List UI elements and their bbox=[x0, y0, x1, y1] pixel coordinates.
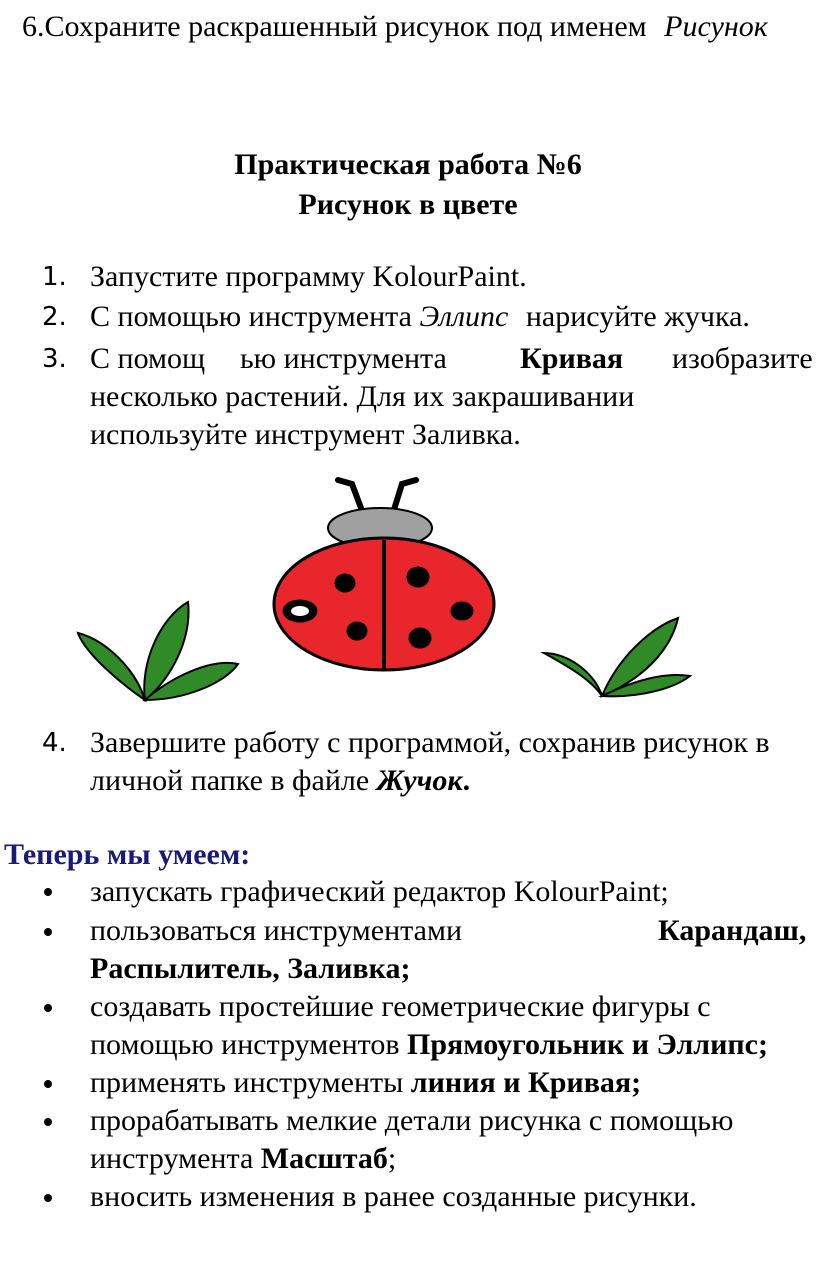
bullet-4-text-b: линия и Кривая; bbox=[410, 1066, 642, 1099]
step-1-number: 1. bbox=[42, 262, 67, 292]
leaf-plant-icon bbox=[544, 618, 690, 696]
page-subtitle: Рисунок в цвете bbox=[298, 188, 518, 221]
step-3-line-2: несколько растений. Для их закрашивании bbox=[90, 380, 635, 413]
bullet-5-text-a: инструмента bbox=[90, 1142, 254, 1175]
top-instruction bbox=[22, 8, 768, 46]
step-3-line-3: используйте инструмент Заливка. bbox=[90, 418, 521, 451]
bullet-4-marker bbox=[44, 1080, 52, 1088]
leaf-plant-icon bbox=[78, 602, 238, 700]
step-3-part-a: С помощ bbox=[90, 342, 206, 375]
bullet-6-text: вносить изменения в ранее созданные рисунки. bbox=[90, 1180, 697, 1213]
bullet-5-text-c: ; bbox=[387, 1142, 397, 1175]
bullet-2-text-c: Распылитель, Заливка; bbox=[90, 952, 411, 985]
step-1-text: Запустите программу KolourPaint. bbox=[90, 260, 527, 293]
bullet-3-text-a: помощью инструментов bbox=[90, 1028, 400, 1061]
ladybug-illustration bbox=[0, 468, 816, 718]
bullet-3-line-1: создавать простейшие геометрические фигуры с bbox=[90, 990, 711, 1023]
bullet-1-marker bbox=[44, 888, 52, 896]
ladybug-icon bbox=[274, 480, 494, 670]
step-4-line-2 bbox=[90, 762, 470, 800]
step-2-text bbox=[90, 298, 750, 336]
bullet-4-text bbox=[90, 1064, 641, 1102]
step-3-tool: Кривая bbox=[520, 342, 624, 375]
step-2-text-b: нарисуйте жучка. bbox=[525, 300, 750, 333]
bullet-3-text-c: и bbox=[631, 1028, 649, 1061]
step-4-dot: . bbox=[462, 764, 471, 797]
top-instruction-text: 6.Сохраните раскрашенный рисунок под именем bbox=[22, 10, 647, 43]
step-2-number: 2. bbox=[42, 302, 67, 332]
page-title: Практическая работа №6 bbox=[234, 148, 582, 181]
step-3-number: 3. bbox=[42, 344, 67, 374]
bullet-6-marker bbox=[44, 1194, 52, 1202]
step-4-number: 4. bbox=[42, 728, 67, 758]
step-4-filename: Жучок bbox=[376, 764, 463, 797]
bullet-5-line-2 bbox=[90, 1140, 396, 1178]
bullet-2-text-b: Карандаш, bbox=[658, 914, 807, 947]
bullet-5-text-b: Масштаб bbox=[260, 1142, 388, 1175]
step-4-line-1: Завершите работу с программой, сохранив рисунок в bbox=[90, 726, 770, 759]
step-2-tool: Эллипс bbox=[419, 300, 509, 333]
step-3-part-c: изобразите bbox=[672, 342, 813, 375]
bullet-1-text: запускать графический редактор KolourPaint; bbox=[90, 875, 669, 908]
step-2-text-a: С помощью инструмента bbox=[90, 300, 412, 333]
bullet-3-text-b: Прямоугольник bbox=[407, 1028, 625, 1061]
step-4-line-2-text: личной папке в файле bbox=[90, 764, 370, 797]
bullet-2-marker bbox=[44, 928, 52, 936]
top-instruction-filename: Рисунок bbox=[664, 10, 768, 43]
bullet-3-line-2 bbox=[90, 1026, 768, 1064]
summary-heading: Теперь мы умеем: bbox=[4, 838, 251, 871]
step-3-part-b: ью инструмента bbox=[240, 342, 447, 375]
bullet-3-marker bbox=[44, 1004, 52, 1012]
bullet-2-text-a: пользоваться инструментами bbox=[90, 914, 462, 947]
bullet-5-line-1: прорабатывать мелкие детали рисунка с помощью bbox=[90, 1104, 734, 1137]
bullet-3-text-d: Эллипс; bbox=[656, 1028, 768, 1061]
bullet-5-marker bbox=[44, 1118, 52, 1126]
bullet-4-text-a: применять инструменты bbox=[90, 1066, 404, 1099]
